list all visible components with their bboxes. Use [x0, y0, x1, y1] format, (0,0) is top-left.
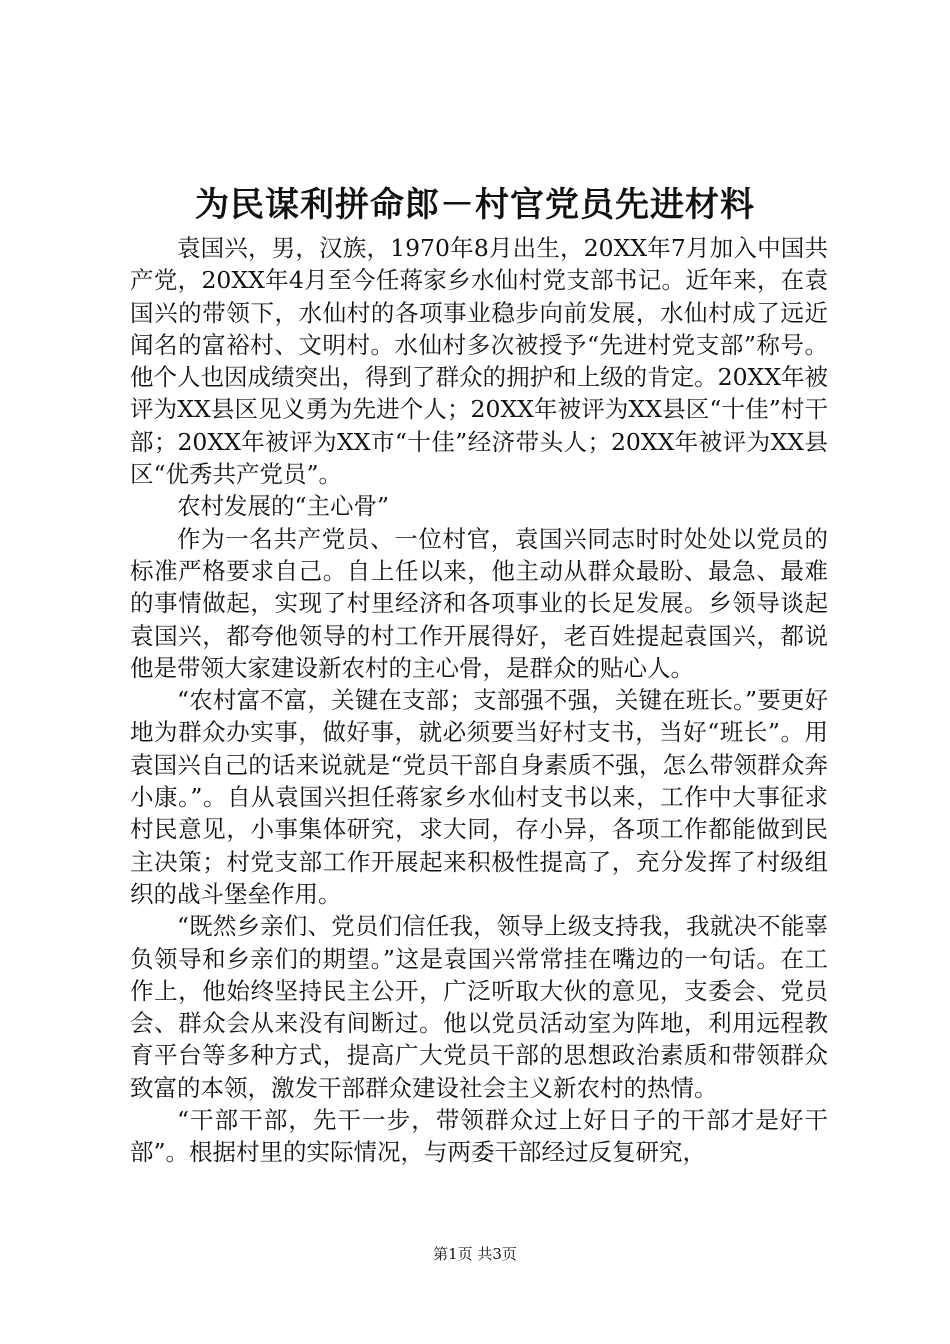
paragraph-branch-leader: “农村富不富，关键在支部；支部强不强，关键在班长。”要更好地为群众办实事，做好事，就必须要当好村支书，当好“班长”。用袁国兴自己的话来说就是“党员干部自身素质不强，怎么带领群众奔小康。”。自从袁国兴担任蒋家乡水仙村支书以来，工作中大事征求村民意见，小事集体研究，求大同，存小异，各项工作都能做到民主决策；村党支部工作开展起来积极性提高了，充分发挥了村级组织的战斗堡垒作用。: [130, 686, 828, 908]
paragraph-trust: “既然乡亲们、党员们信任我，领导上级支持我，我就决不能辜负领导和乡亲们的期望。”这是袁国兴常常挂在嘴边的一句话。在工作上，他始终坚持民主公开，广泛听取大伙的意见，支委会、党员会、群众会从来没有间断过。他以党员活动室为阵地，利用远程教育平台等多种方式，提高广大党员干部的思想政治素质和带领群众致富的本领，激发干部群众建设社会主义新农村的热情。: [130, 912, 828, 1102]
document-body: [130, 232, 828, 1169]
paragraph-backbone: 作为一名共产党员、一位村官，袁国兴同志时时处处以党员的标准严格要求自己。自上任以来，他主动从群众最盼、最急、最难的事情做起，实现了村里经济和各项事业的长足发展。乡领导谈起袁国兴，都夸他领导的村工作开展得好，老百姓提起袁国兴，都说他是带领大家建设新农村的主心骨，是群众的贴心人。: [130, 524, 828, 682]
document-title: 为民谋利拼命郎－村官党员先进材料: [195, 185, 755, 225]
paragraph-cadres: “干部干部，先干一步，带领群众过上好日子的干部才是好干部”。根据村里的实际情况，与两委干部经过反复研究，: [130, 1106, 828, 1167]
section-heading: 农村发展的“主心骨”: [177, 492, 390, 521]
page-footer: 第1页 共3页: [433, 1245, 517, 1263]
paragraph-intro: 袁国兴，男，汉族，1970年8月出生，20XX年7月加入中国共产党，20XX年4月至今任蒋家乡水仙村党支部书记。近年来，在袁国兴的带领下，水仙村的各项事业稳步向前发展，水仙村成了远近闻名的富裕村、文明村。水仙村多次被授予“先进村党支部”称号。他个人也因成绩突出，得到了群众的拥护和上级的肯定。20XX年被评为XX县区见义勇为先进个人；20XX年被评为XX县区“十佳”村干部；20XX年被评为XX市“十佳”经济带头人；20XX年被评为XX县区“优秀共产党员”。: [130, 234, 828, 489]
